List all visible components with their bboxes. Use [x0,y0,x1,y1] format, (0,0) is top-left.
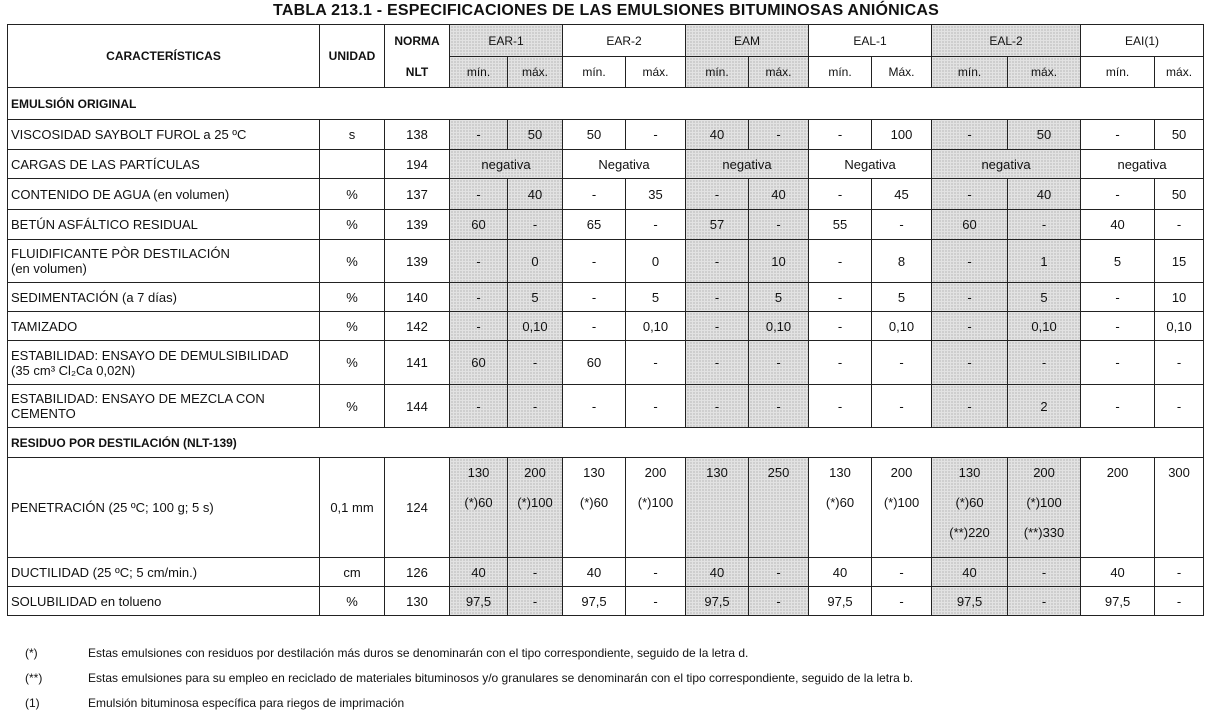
penetration-value: 130 [467,465,490,480]
value-cell: 35 [626,179,686,210]
value-cell: - [1155,210,1204,240]
penetration-value: (*)100 [637,495,674,510]
footnote-text: Estas emulsiones con residuos por destilación más duros se denominarán con el tipo correspondiente, seguido de la letra d. [88,646,749,660]
value-cell: - [450,240,508,283]
value-cell: 1 [1008,240,1081,283]
value-cell: 40 [1081,210,1155,240]
value-cell: - [686,283,749,312]
penetration-value: (*)60 [579,495,609,510]
header-row-types [8,25,1204,57]
value-cell: - [809,341,872,385]
value-cell: - [749,341,809,385]
table-row [8,341,1204,385]
penetration-value: 200 [644,465,667,480]
value-cell: - [1008,341,1081,385]
row-label-text: TAMIZADO [11,318,78,334]
table-row [8,120,1204,150]
value-cell: - [450,179,508,210]
value-cell: - [1081,179,1155,210]
value-cell: 100 [872,120,932,150]
header-min: mín. [686,57,749,88]
header-unit: UNIDAD [320,25,385,88]
value-cell: 50 [563,120,626,150]
penetration-value: 130 [829,465,851,480]
value-cell [508,458,563,558]
table-row [8,240,1204,283]
value-cell: - [932,283,1008,312]
value-cell: - [1008,210,1081,240]
value-cell [872,458,932,558]
value-cell: 0,10 [1008,312,1081,341]
value-cell: - [809,120,872,150]
row-label [8,587,320,616]
table-row [8,385,1204,428]
row-label-text: SEDIMENTACIÓN (a 7 días) [11,289,177,305]
value-cell: - [932,179,1008,210]
value-cell: 15 [1155,240,1204,283]
value-cell: 40 [686,558,749,587]
footnote-text: Estas emulsiones para su empleo en reciclado de materiales bituminosos y/o granulares se denominarán con el tipo correspondiente, seguido de la letra b. [88,671,914,685]
value-cell: - [450,283,508,312]
header-max: máx. [749,57,809,88]
value-cell: 97,5 [686,587,749,616]
value-cell: - [749,587,809,616]
row-norma: 124 [385,458,450,558]
header-min: mín. [1081,57,1155,88]
row-label-text: PENETRACIÓN (25 ºC; 100 g; 5 s) [11,500,214,515]
row-label-text: ESTABILIDAD: ENSAYO DE MEZCLA CON [11,391,265,406]
value-cell: - [508,341,563,385]
value-cell: - [1155,385,1204,428]
row-norma: 139 [385,210,450,240]
value-cell: - [563,283,626,312]
table-row [8,587,1204,616]
header-nlt: NLT [385,57,450,88]
penetration-value: (**)220 [949,525,990,540]
footnote-key: (1) [25,696,40,710]
row-label-subtext: (35 cm³ Cl₂Ca 0,02N) [11,362,136,378]
value-cell: - [626,385,686,428]
row-norma: 141 [385,341,450,385]
row-label [8,150,320,179]
penetration-value: 130 [706,465,728,480]
value-cell: - [932,385,1008,428]
value-cell [1008,458,1081,558]
row-label-text: ESTABILIDAD: ENSAYO DE DEMULSIBILIDAD [11,347,289,363]
row-unit: % [320,341,385,385]
value-cell: - [686,385,749,428]
row-unit: % [320,312,385,341]
value-cell: 5 [1081,240,1155,283]
value-cell: 50 [508,120,563,150]
row-label [8,283,320,312]
value-cell: 8 [872,240,932,283]
value-cell: - [563,312,626,341]
value-cell: - [563,385,626,428]
row-norma: 142 [385,312,450,341]
row-label-subtext: CEMENTO [11,406,76,421]
value-cell: 60 [450,341,508,385]
value-cell: - [508,385,563,428]
value-cell [450,458,508,558]
footnote-key: (*) [25,646,38,660]
penetration-value: (*)60 [825,495,855,510]
penetration-value: 200 [1033,465,1055,480]
row-label-text: CONTENIDO DE AGUA (en volumen) [11,186,230,202]
row-unit [320,150,385,179]
value-cell: 50 [1155,120,1204,150]
row-label [8,240,320,283]
penetration-value: (*)100 [1026,495,1062,510]
value-cell [563,458,626,558]
row-norma: 194 [385,150,450,179]
value-cell: - [508,558,563,587]
header-max: máx. [1008,57,1081,88]
footnote-text: Emulsión bituminosa específica para riegos de imprimación [88,696,405,710]
penetration-value: (*)100 [883,495,920,510]
penetration-value: 200 [1106,465,1129,480]
value-cell [686,458,749,558]
value-cell: negativa [686,150,809,179]
value-cell: 97,5 [563,587,626,616]
table-row [8,210,1204,240]
value-cell: 0 [626,240,686,283]
penetration-value: (*)60 [955,495,984,510]
row-unit: % [320,385,385,428]
row-label-text: SOLUBILIDAD en tolueno [11,593,162,609]
row-unit: % [320,240,385,283]
value-cell: 97,5 [932,587,1008,616]
value-cell: - [450,385,508,428]
value-cell: 45 [872,179,932,210]
table-row [8,458,1204,558]
value-cell: - [626,210,686,240]
value-cell: negativa [450,150,563,179]
header-type: EAL-1 [809,25,932,57]
row-unit: cm [320,558,385,587]
value-cell: - [686,312,749,341]
value-cell: 0,10 [872,312,932,341]
value-cell: - [1155,341,1204,385]
value-cell: - [749,210,809,240]
value-cell: - [450,312,508,341]
value-cell: 97,5 [1081,587,1155,616]
row-label [8,458,320,558]
value-cell: - [872,587,932,616]
value-cell: - [1081,312,1155,341]
value-cell: 0,10 [508,312,563,341]
row-label [8,120,320,150]
row-label-text: CARGAS DE LAS PARTÍCULAS [11,156,200,172]
value-cell: - [809,283,872,312]
row-label [8,179,320,210]
value-cell: 5 [1008,283,1081,312]
value-cell [749,458,809,558]
value-cell: 5 [626,283,686,312]
value-cell: - [749,385,809,428]
table-row [8,283,1204,312]
value-cell: - [1081,120,1155,150]
value-cell: - [508,587,563,616]
value-cell: - [450,120,508,150]
value-cell: 50 [1008,120,1081,150]
row-label [8,341,320,385]
penetration-value: (**)330 [1023,525,1065,540]
value-cell: - [809,385,872,428]
row-unit: % [320,587,385,616]
value-cell: 50 [1155,179,1204,210]
row-label-subtext: (en volumen) [11,261,87,276]
value-cell: 40 [1008,179,1081,210]
value-cell: - [626,558,686,587]
header-min: mín. [809,57,872,88]
section-row [8,88,1204,120]
header-norma: NORMA [385,25,450,57]
row-norma: 140 [385,283,450,312]
row-label [8,385,320,428]
value-cell: 5 [872,283,932,312]
value-cell: - [1081,341,1155,385]
value-cell: - [932,341,1008,385]
header-type: EAI(1) [1081,25,1204,57]
row-label [8,558,320,587]
header-max: máx. [1155,57,1204,88]
page-title: TABLA 213.1 - ESPECIFICACIONES DE LAS EMULSIONES BITUMINOSAS ANIÓNICAS [273,2,939,19]
value-cell: - [626,341,686,385]
value-cell: 40 [686,120,749,150]
row-norma: 137 [385,179,450,210]
value-cell: Negativa [563,150,686,179]
value-cell: - [563,179,626,210]
row-unit: % [320,283,385,312]
value-cell: 60 [563,341,626,385]
value-cell: 40 [508,179,563,210]
section-title: RESIDUO POR DESTILACIÓN (NLT-139) [8,428,1204,458]
section-row [8,428,1204,458]
footnote-key: (**) [25,671,43,685]
row-unit: 0,1 mm [320,458,385,558]
table-row [8,558,1204,587]
value-cell [1081,458,1155,558]
value-cell: 60 [932,210,1008,240]
value-cell: 10 [749,240,809,283]
specifications-table [7,24,1204,616]
value-cell: - [686,240,749,283]
value-cell: - [1155,558,1204,587]
header-max: máx. [626,57,686,88]
row-label-text: FLUIDIFICANTE PÒR DESTILACIÓN [11,246,230,261]
value-cell: 40 [1081,558,1155,587]
value-cell: 97,5 [809,587,872,616]
value-cell [932,458,1008,558]
value-cell: - [872,385,932,428]
row-norma: 139 [385,240,450,283]
value-cell: - [686,179,749,210]
value-cell: - [686,341,749,385]
value-cell: 2 [1008,385,1081,428]
value-cell: - [1008,558,1081,587]
value-cell: 65 [563,210,626,240]
value-cell: - [809,240,872,283]
row-norma: 126 [385,558,450,587]
header-type: EAL-2 [932,25,1081,57]
value-cell [1155,458,1204,558]
value-cell [626,458,686,558]
row-unit: % [320,210,385,240]
value-cell: negativa [1081,150,1204,179]
value-cell: 0,10 [1155,312,1204,341]
value-cell: - [932,240,1008,283]
value-cell: 0,10 [626,312,686,341]
value-cell [809,458,872,558]
penetration-value: 300 [1168,465,1190,480]
row-norma: 144 [385,385,450,428]
value-cell: 57 [686,210,749,240]
value-cell: - [749,120,809,150]
penetration-value: (*)100 [517,495,553,510]
value-cell: - [932,120,1008,150]
value-cell: 0,10 [749,312,809,341]
table-row [8,150,1204,179]
value-cell: 0 [508,240,563,283]
row-unit: s [320,120,385,150]
row-label-text: BETÚN ASFÁLTICO RESIDUAL [11,217,198,232]
value-cell: - [626,120,686,150]
penetration-value: 200 [890,465,913,480]
header-characteristics: CARACTERÍSTICAS [8,25,320,88]
value-cell: 55 [809,210,872,240]
value-cell: 5 [508,283,563,312]
value-cell: 10 [1155,283,1204,312]
value-cell: 40 [749,179,809,210]
penetration-value: 250 [767,465,790,480]
value-cell: - [1008,587,1081,616]
value-cell: - [809,312,872,341]
value-cell: - [932,312,1008,341]
value-cell: - [1081,283,1155,312]
header-type: EAM [686,25,809,57]
row-label [8,312,320,341]
table-row [8,312,1204,341]
value-cell: - [809,179,872,210]
header-type: EAR-2 [563,25,686,57]
header-max: máx. [508,57,563,88]
value-cell: - [1155,587,1204,616]
header-max: Máx. [872,57,932,88]
value-cell: 40 [450,558,508,587]
value-cell: - [563,240,626,283]
row-label [8,210,320,240]
value-cell: - [1081,385,1155,428]
row-label-text: DUCTILIDAD (25 ºC; 5 cm/min.) [11,564,198,580]
row-norma: 138 [385,120,450,150]
value-cell: 5 [749,283,809,312]
header-type: EAR-1 [450,25,563,57]
value-cell: Negativa [809,150,932,179]
value-cell: negativa [932,150,1081,179]
penetration-value: 130 [958,465,981,480]
value-cell: - [872,558,932,587]
header-min: mín. [450,57,508,88]
value-cell: 40 [563,558,626,587]
penetration-value: 200 [524,465,546,480]
value-cell: 40 [932,558,1008,587]
row-label-text: VISCOSIDAD SAYBOLT FUROL a 25 ºC [11,127,247,142]
row-unit: % [320,179,385,210]
value-cell: 40 [809,558,872,587]
value-cell: 60 [450,210,508,240]
value-cell: - [872,210,932,240]
section-title: EMULSIÓN ORIGINAL [8,88,1204,120]
table-row [8,179,1204,210]
value-cell: - [626,587,686,616]
value-cell: 97,5 [450,587,508,616]
value-cell: - [508,210,563,240]
header-min: mín. [563,57,626,88]
value-cell: - [749,558,809,587]
row-norma: 130 [385,587,450,616]
header-min: mín. [932,57,1008,88]
penetration-value: 130 [583,465,605,480]
value-cell: - [872,341,932,385]
penetration-value: (*)60 [464,495,493,510]
